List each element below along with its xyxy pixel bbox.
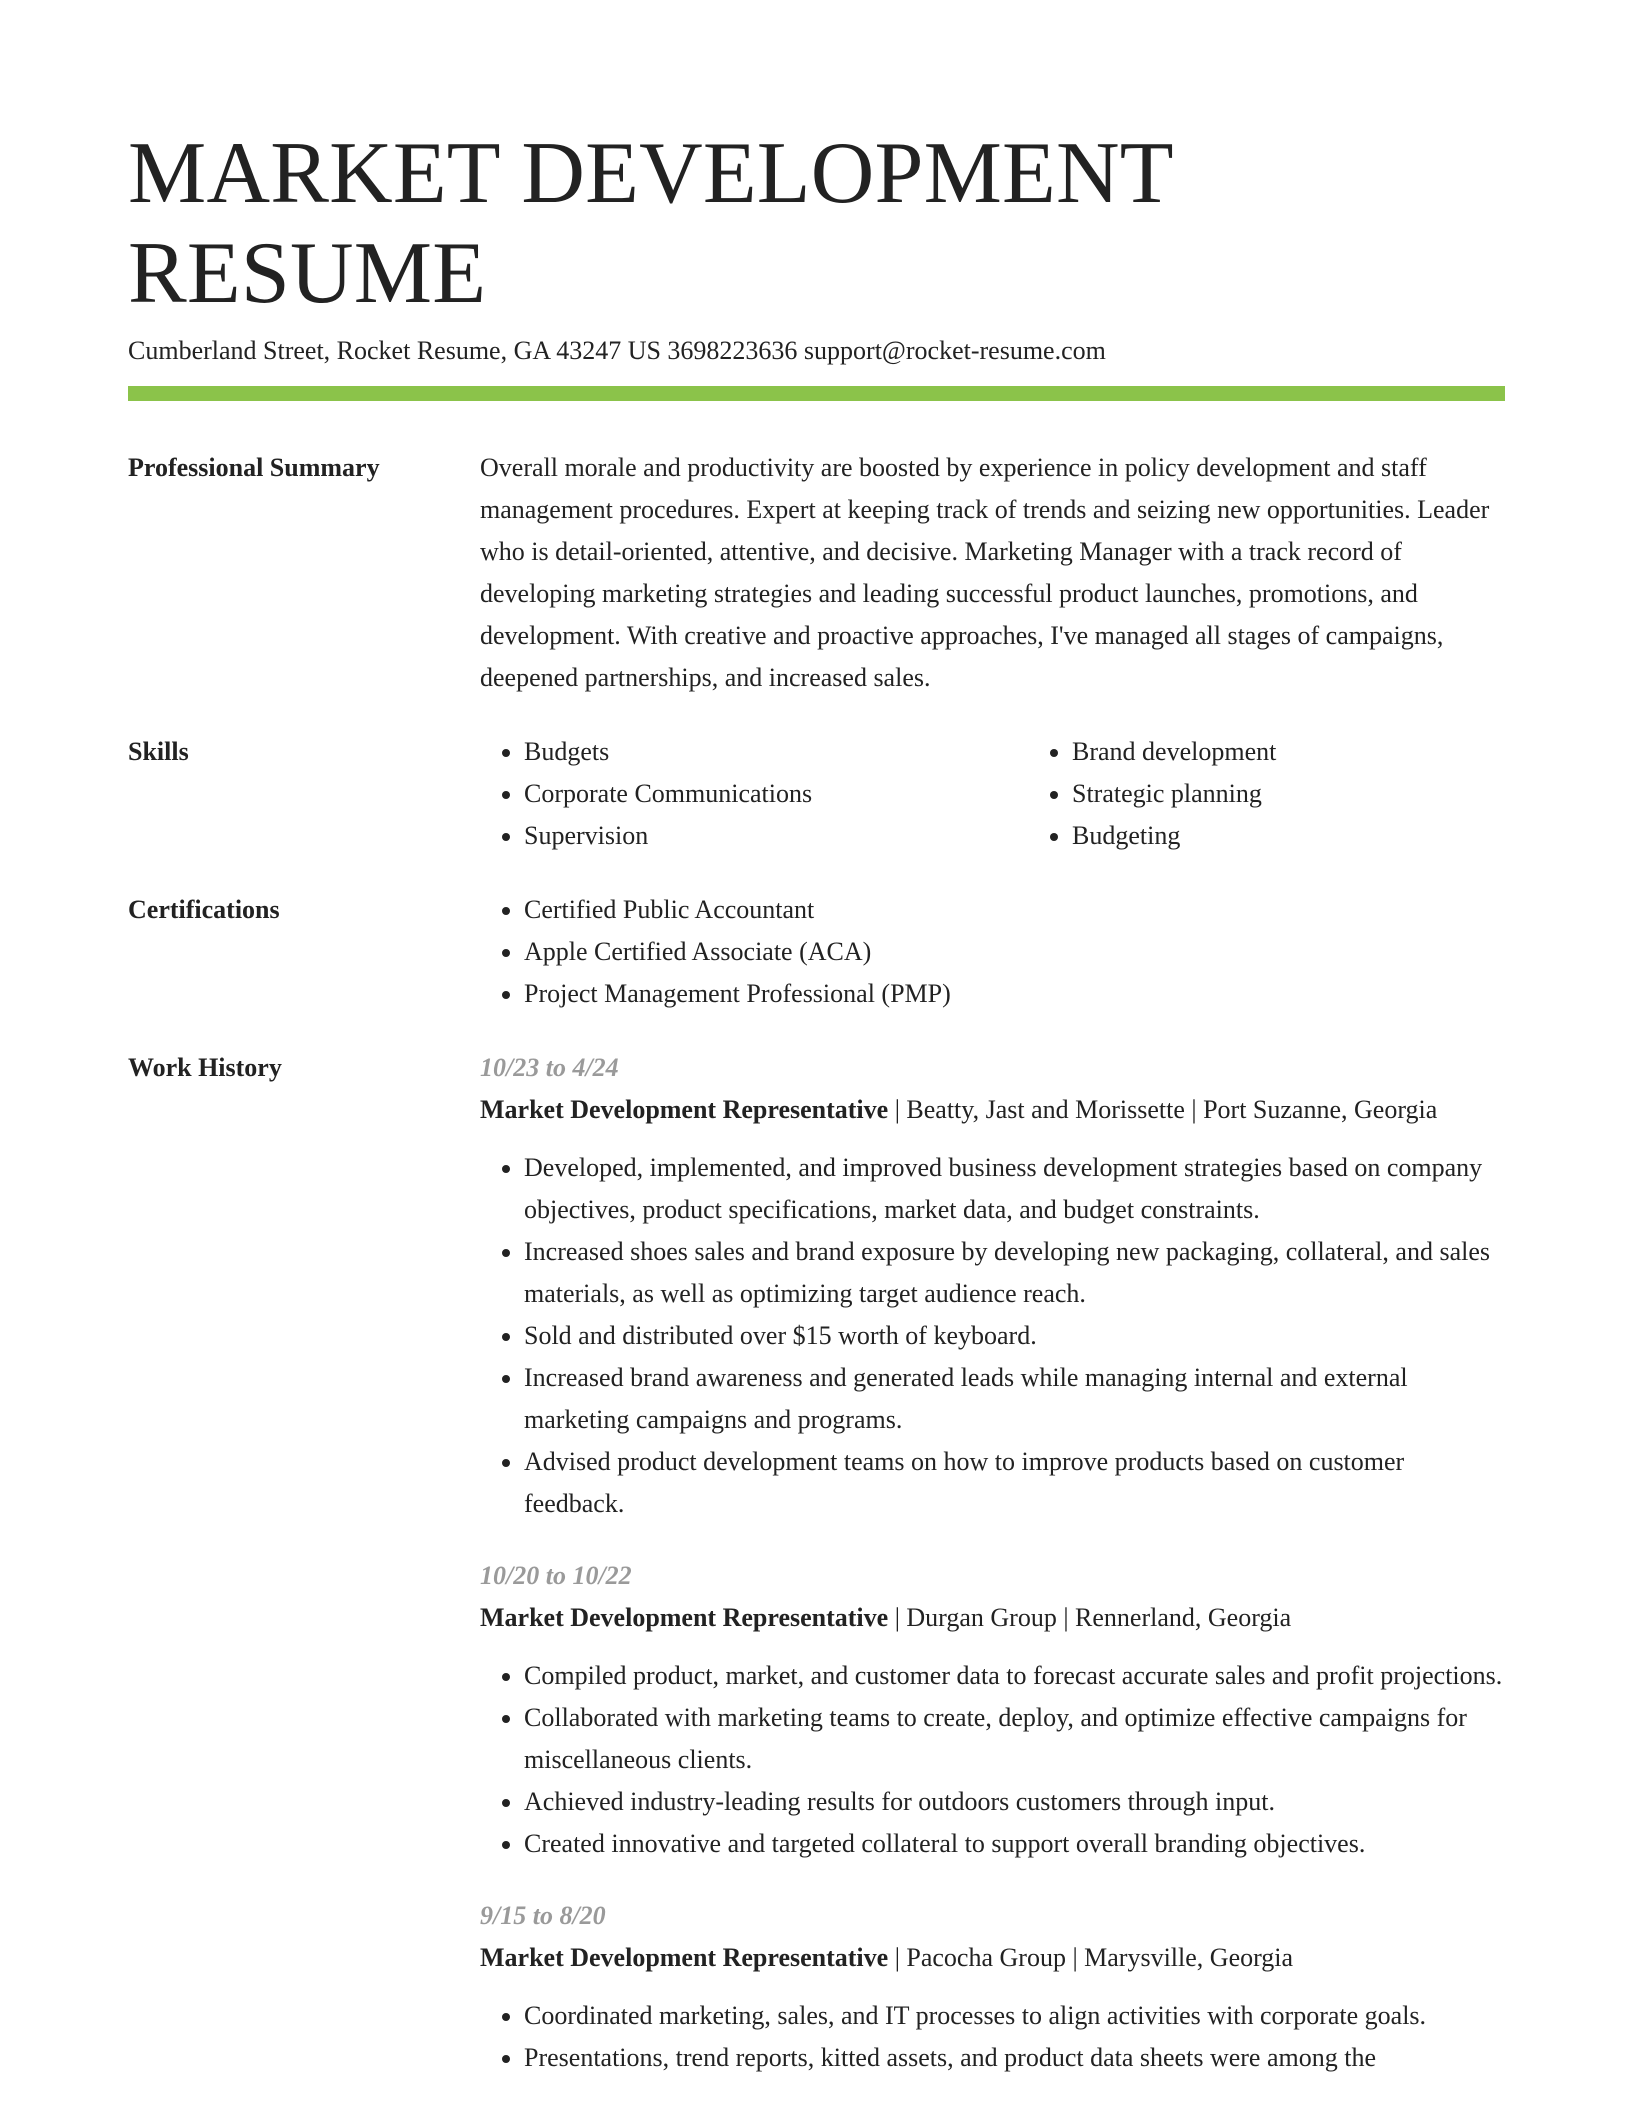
skill-item: • Corporate Communications: [524, 773, 1028, 815]
job-bullet: • Achieved industry-leading results for outdoors customers through input.: [524, 1781, 1505, 1823]
section-label: Skills: [128, 737, 189, 766]
summary-text: Overall morale and productivity are boosted by experience in policy development and staff management procedures. Expert at keeping track of trends and seizing new opportunities. Leader who is detail-oriented, attentive, and decisive. Marketing Manager with a track record of developing marketing strategies and leading successful product launches, promotions, and development. With creative and proactive approaches, I've managed all stages of campaigns, deepened partnerships, and increased sales.: [480, 453, 1490, 692]
job-bullet: • Collaborated with marketing teams to create, deploy, and optimize effective campaigns for miscellaneous clients.: [524, 1697, 1505, 1781]
job-bullet: • Presentations, trend reports, kitted assets, and product data sheets were among the: [524, 2037, 1505, 2079]
job-bullet: • Developed, implemented, and improved business development strategies based on company objectives, product specifications, market data, and budget constraints.: [524, 1147, 1505, 1231]
job-title: Market Development Representative: [480, 1095, 889, 1124]
resume-page: [128, 124, 1505, 2109]
header-divider: [128, 386, 1505, 401]
job-details: | Beatty, Jast and Morissette | Port Suzanne, Georgia: [888, 1095, 1438, 1124]
job-heading: [480, 1089, 1505, 1131]
job-details: | Pacocha Group | Marysville, Georgia: [888, 1943, 1294, 1972]
section-certifications: [128, 889, 1505, 1015]
skills-columns: [480, 731, 1576, 857]
job-heading: [480, 1597, 1505, 1639]
work-history-body: [480, 1047, 1505, 2109]
section-label: Certifications: [128, 895, 280, 924]
certification-item: • Project Management Professional (PMP): [524, 973, 1505, 1015]
job-bullet: • Sold and distributed over $15 worth of keyboard.: [524, 1315, 1505, 1357]
job-title: Market Development Representative: [480, 1943, 889, 1972]
job-dates: 10/20 to 10/22: [480, 1561, 632, 1590]
job-bullet: • Advised product development teams on how to improve products based on customer feedback.: [524, 1441, 1505, 1525]
skills-list-left: [480, 731, 1028, 857]
job-details: | Durgan Group | Rennerland, Georgia: [888, 1603, 1292, 1632]
job-bullet: • Compiled product, market, and customer data to forecast accurate sales and profit projections.: [524, 1655, 1505, 1697]
skill-item: • Brand development: [1072, 731, 1576, 773]
job-dates: 10/23 to 4/24: [480, 1053, 619, 1082]
skill-item: • Budgeting: [1072, 815, 1576, 857]
job-entry: [480, 1895, 1505, 2079]
job-bullet: • Coordinated marketing, sales, and IT processes to align activities with corporate goals.: [524, 1995, 1505, 2037]
section-work-history: [128, 1047, 1505, 2109]
section-skills: [128, 731, 1505, 857]
job-bullets: [480, 1655, 1505, 1865]
certifications-body: [480, 889, 1505, 1015]
skill-item: • Budgets: [524, 731, 1028, 773]
skill-item: • Supervision: [524, 815, 1028, 857]
job-bullet: • Increased brand awareness and generated leads while managing internal and external marketing campaigns and programs.: [524, 1357, 1505, 1441]
skills-list-right: [1028, 731, 1576, 857]
section-label: Professional Summary: [128, 453, 380, 482]
certification-item: • Certified Public Accountant: [524, 889, 1505, 931]
resume-title: MARKET DEVELOPMENT RESUME: [128, 125, 1173, 322]
job-title: Market Development Representative: [480, 1603, 889, 1632]
job-bullets: [480, 1995, 1505, 2079]
job-bullet: • Increased shoes sales and brand exposure by developing new packaging, collateral, and sales materials, as well as optimizing target audience reach.: [524, 1231, 1505, 1315]
job-dates: 9/15 to 8/20: [480, 1901, 606, 1930]
section-professional-summary: [128, 447, 1505, 699]
job-entry: [480, 1047, 1505, 1525]
certification-item: • Apple Certified Associate (ACA): [524, 931, 1505, 973]
job-entry: [480, 1555, 1505, 1865]
skill-item: • Strategic planning: [1072, 773, 1576, 815]
job-bullet: • Created innovative and targeted collateral to support overall branding objectives.: [524, 1823, 1505, 1865]
certifications-list: [480, 889, 1505, 1015]
section-label: Work History: [128, 1053, 282, 1082]
job-heading: [480, 1937, 1505, 1979]
job-bullets: [480, 1147, 1505, 1525]
contact-line: Cumberland Street, Rocket Resume, GA 43247 US 3698223636 support@rocket-resume.com: [128, 336, 1106, 365]
